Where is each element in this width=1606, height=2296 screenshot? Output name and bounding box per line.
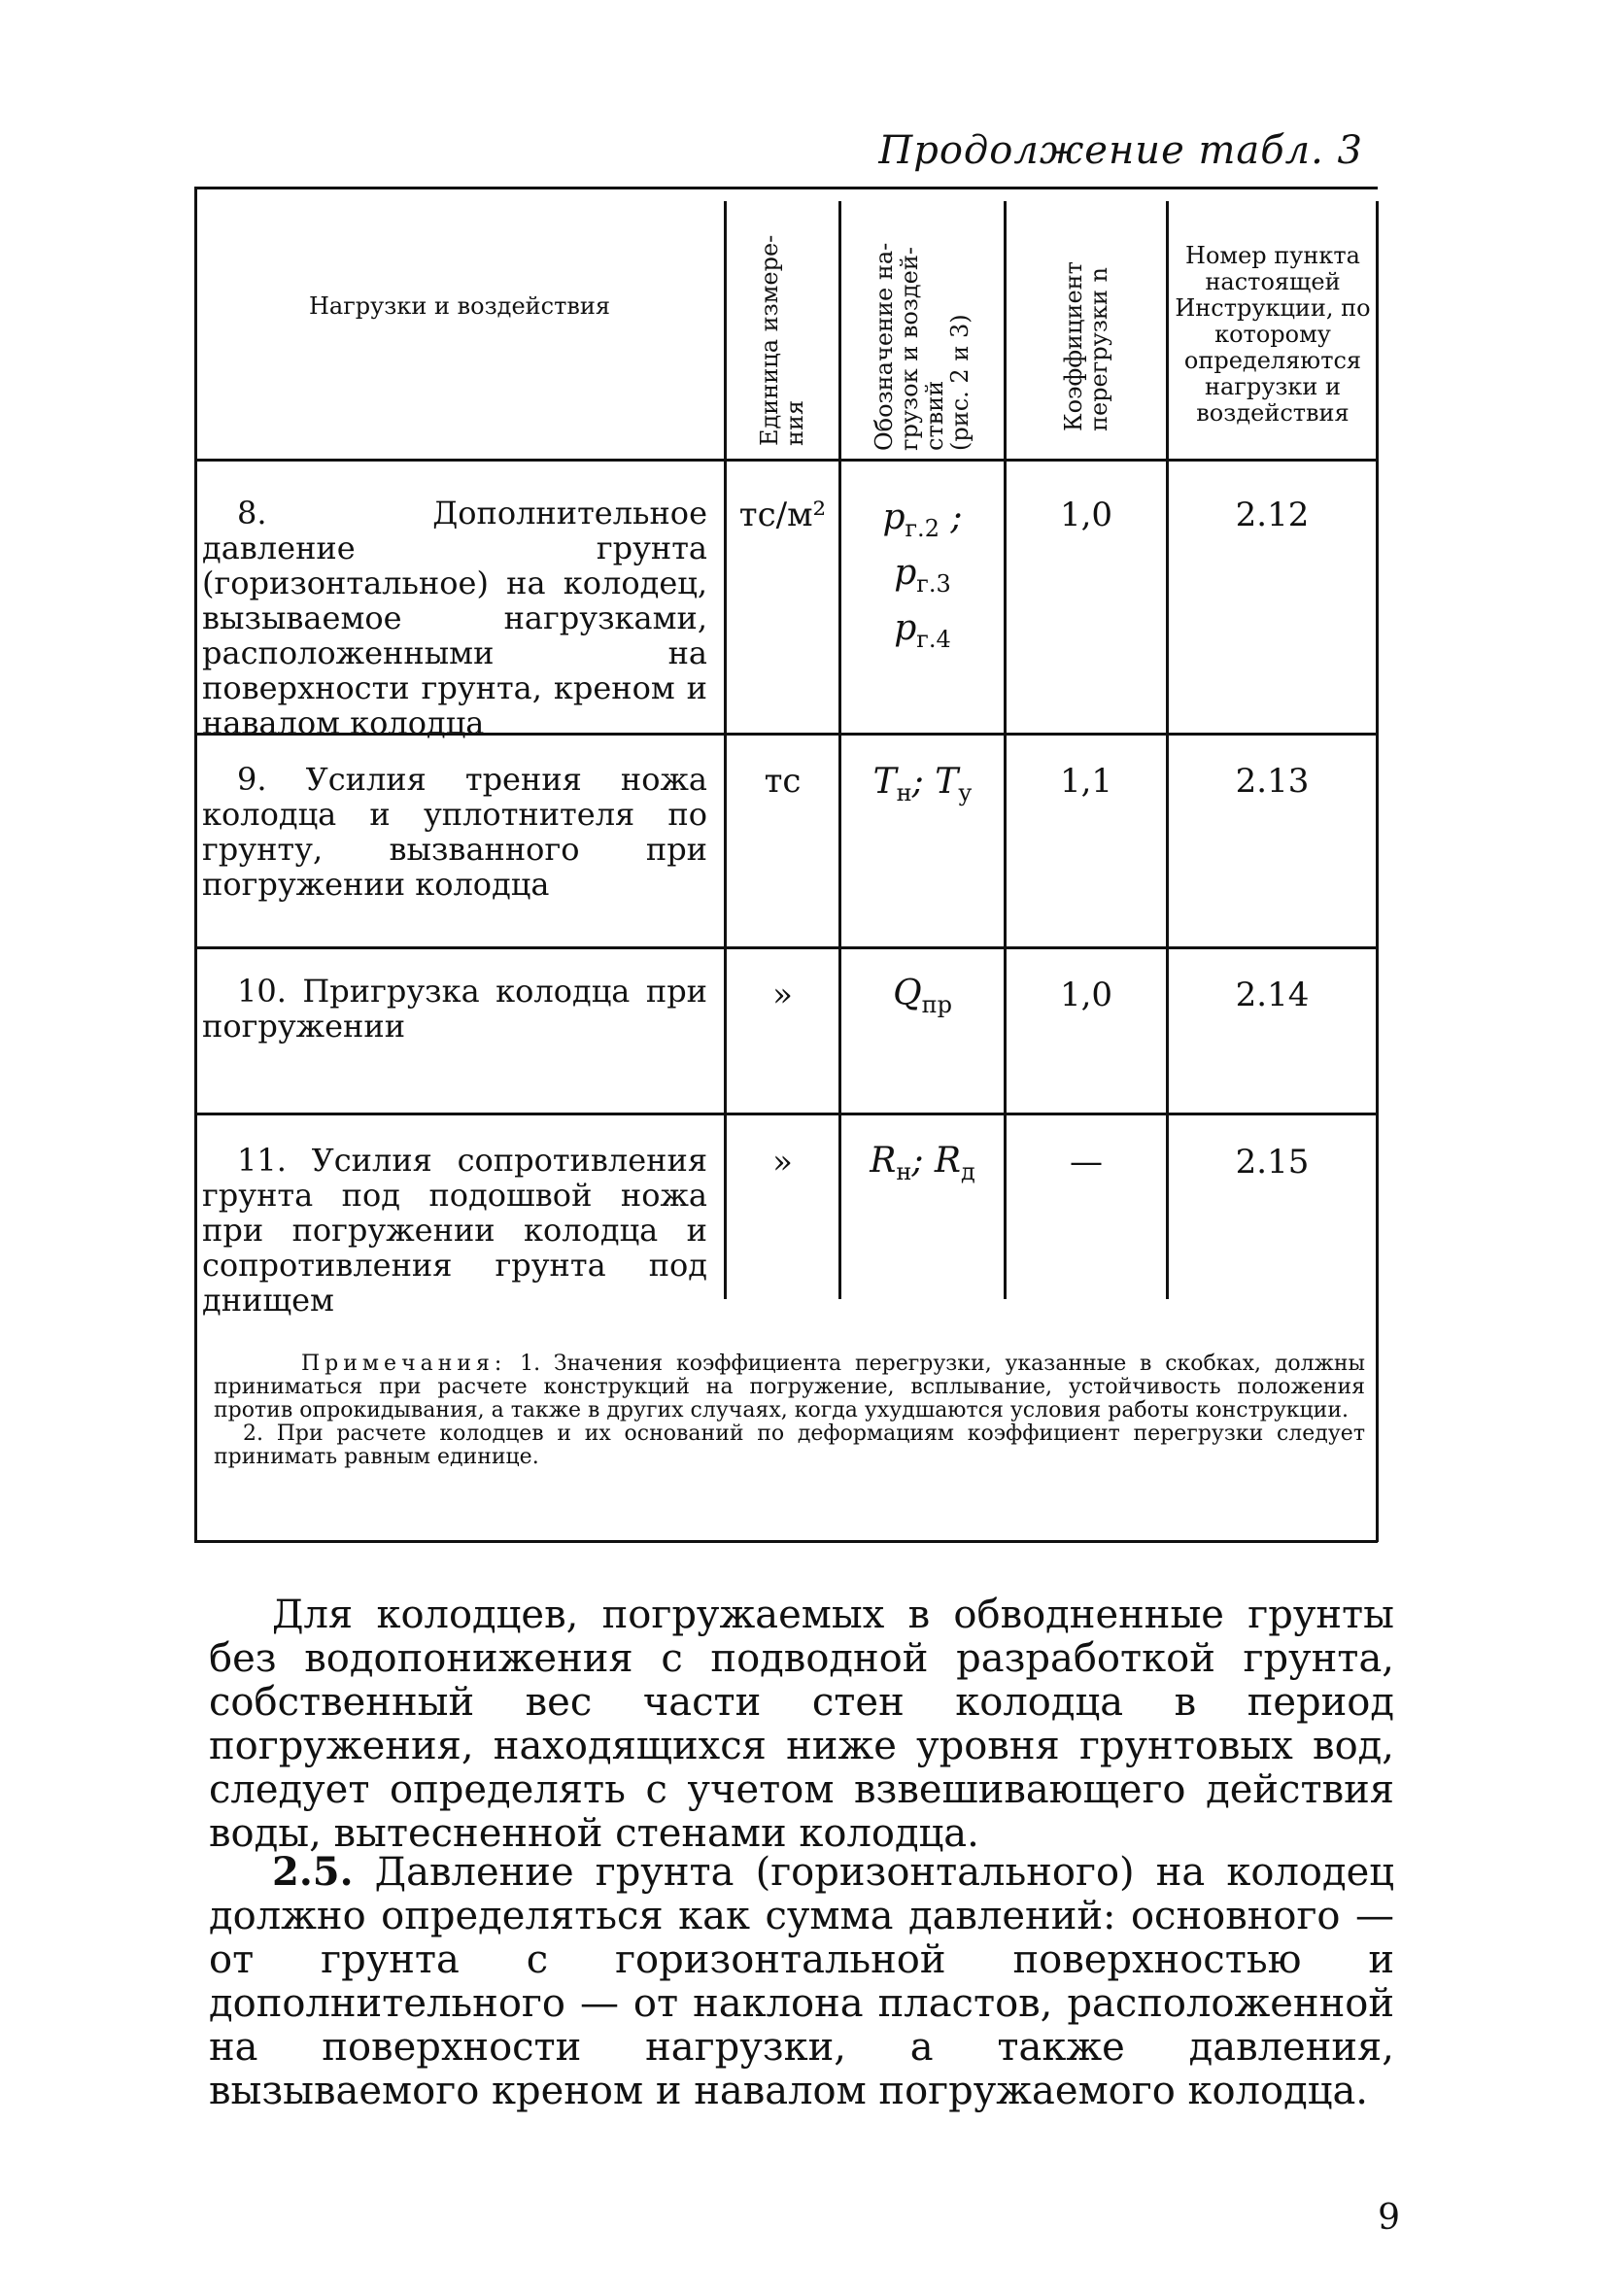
row-11-coef: —: [1070, 1143, 1103, 1182]
row-10-unit: »: [772, 976, 793, 1014]
table-top-border: [194, 187, 1378, 189]
paragraph-1: Для колодцев, погружаемых в обводненные грунты без водопонижения с подводной разработкой грунта, собственный вес части стен колодца в период погружения, находящихся ниже уровня грунтовых вод, следует определять с учетом взвешивающего действия воды, вытесненной стенами колодца.: [209, 1593, 1394, 1856]
row-8-symbols: [841, 496, 1004, 663]
header-loads: Нагрузки и воздействия: [308, 292, 611, 320]
paragraph-2-text: Давление грунта (горизонтального) на колодец должно определяться как сумма давлений: основного — от грунта с горизонтальной поверхностью и дополнительного — от наклона пластов, расположенной на поверхности нагрузки, а также давления, вызываемого креном и навалом погружаемого колодца.: [209, 1850, 1394, 2113]
row-9-load: 9. Усилия трения ножа колодца и уплотнителя по грунту, вызванного при погружении колодца: [202, 761, 707, 903]
header-coef: Коэффициент перегрузки n: [1059, 261, 1112, 431]
note-1: [214, 1353, 1365, 1422]
row-divider: [194, 1113, 1378, 1115]
row-10-symbol: $Q_{пр}$: [893, 974, 952, 1019]
table-notes: [214, 1353, 1365, 1469]
table-left-border: [194, 187, 197, 1542]
paragraph-2: [209, 1850, 1394, 2113]
table-continuation-label: Продолжение табл. 3: [878, 128, 1363, 173]
header-bottom-border: [194, 459, 1378, 462]
column-divider: [838, 201, 841, 1299]
table-bottom-border: [194, 1540, 1378, 1543]
table-right-border: [1376, 201, 1379, 1542]
header-symbol: Обозначение на- грузок и воздей- ствий (рис. 2 и 3): [871, 242, 974, 451]
row-11-load: 11. Усилия сопротивления грунта под подошвой ножа при погружении колодца и сопротивления грунта под днищем: [202, 1142, 707, 1319]
loads-table: [194, 187, 1380, 1542]
header-unit: Единица измере- ния: [756, 234, 808, 446]
symbol-pg3: $p_{г.3}$: [894, 553, 951, 599]
row-8-coef: 1,0: [1059, 496, 1113, 534]
page-number: 9: [1378, 2198, 1400, 2238]
row-11-unit: »: [772, 1143, 793, 1182]
header-clause: Номер пункта настоящей Инструкции, по которому определяются нагрузки и воздействия: [1175, 242, 1371, 427]
row-11-clause: 2.15: [1235, 1143, 1310, 1182]
column-divider: [1166, 201, 1169, 1299]
row-9-coef: 1,1: [1059, 762, 1113, 801]
row-11-symbols: $R_н$; $R_д$: [870, 1141, 975, 1186]
row-8-clause: 2.12: [1235, 496, 1310, 534]
clause-number: 2.5.: [272, 1849, 354, 1895]
row-9-clause: 2.13: [1235, 762, 1310, 801]
row-10-clause: 2.14: [1235, 976, 1310, 1014]
row-10-load: 10. Пригрузка колодца при погружении: [202, 973, 707, 1045]
header-unit-cell: [731, 204, 834, 455]
notes-lead: Примечания:: [301, 1352, 507, 1376]
header-symbol-cell: [845, 204, 999, 455]
header-coef-cell: [1010, 204, 1161, 455]
row-8-load: 8. Дополнительное давление грунта (горизонтальное) на колодец, вызываемое нагрузками, расположенными на поверхности грунта, креном и навалом колодца: [202, 495, 707, 741]
symbol-pg4: $p_{г.4}$: [894, 608, 951, 654]
row-9-unit: тс: [764, 762, 802, 801]
symbol-pg2: $p_{г.2}$ ;: [882, 497, 963, 543]
row-8-unit: тс/м²: [738, 496, 827, 534]
note-2: 2. При расчете колодцев и их оснований по деформациям коэффициент перегрузки следует принимать равным единице.: [214, 1422, 1365, 1469]
row-10-coef: 1,0: [1059, 976, 1113, 1014]
note-1-text: 1. Значения коэффициента перегрузки, указанные в скобках, должны приниматься при расчете конструкций на погружение, всплывание, устойчивость положения против опрокидывания, а также в других случаях, когда ухудшаются условия работы конструкции.: [214, 1352, 1365, 1422]
column-divider: [1004, 201, 1007, 1299]
column-divider: [724, 201, 727, 1299]
row-divider: [194, 946, 1378, 949]
row-9-symbols: $T_н$; $T_у$: [872, 762, 973, 807]
